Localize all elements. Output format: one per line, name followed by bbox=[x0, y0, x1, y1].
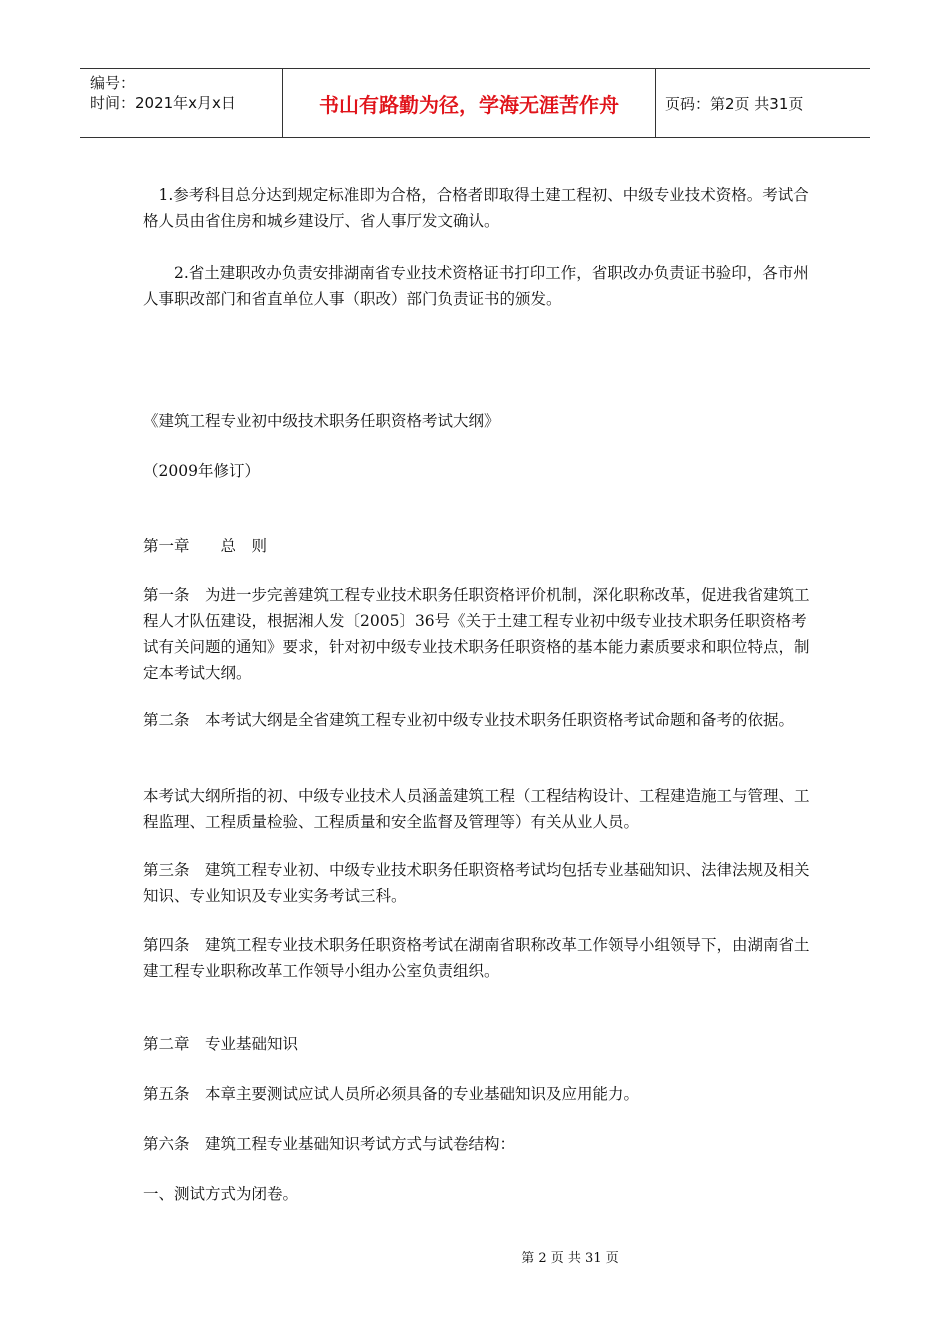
document-revision: （2009年修订） bbox=[143, 462, 260, 480]
article-6: 第六条 建筑工程专业基础知识考试方式与试卷结构： bbox=[143, 1135, 516, 1153]
header-page-info: 页码：第2页 共31页 bbox=[665, 94, 804, 113]
page-footer: 第 2 页 共 31 页 bbox=[521, 1251, 619, 1266]
chapter-1-heading: 第一章 总 则 bbox=[143, 537, 268, 555]
document-title: 《建筑工程专业初中级技术职务任职资格考试大纲》 bbox=[143, 412, 500, 430]
paragraph-qualification-standard: 1.参考科目总分达到规定标准即为合格，合格者即取得土建工程初、中级专业技术资格。考试合格人员由省住房和城乡建设厅、省人事厅发文确认。 bbox=[143, 186, 809, 230]
header-motto: 书山有路勤为径，学海无涯苦作舟 bbox=[282, 69, 656, 137]
document-date-label: 时间：2021年x月x日 bbox=[90, 94, 236, 112]
article-2: 第二条 本考试大纲是全省建筑工程专业初中级专业技术职务任职资格考试命题和备考的依据。 bbox=[143, 711, 795, 729]
article-5: 第五条 本章主要测试应试人员所必须具备的专业基础知识及应用能力。 bbox=[143, 1085, 640, 1103]
article-4: 第四条 建筑工程专业技术职务任职资格考试在湖南省职称改革工作领导小组领导下，由湖南省土建工程专业职称改革工作领导小组办公室负责组织。 bbox=[143, 936, 810, 980]
article-1: 第一条 为进一步完善建筑工程专业技术职务任职资格评价机制，深化职称改革，促进我省建筑工程人才队伍建设，根据湘人发〔2005〕36号《关于土建工程专业初中级专业技术职务任职资格考试有关问题的通知》要求，针对初中级专业技术职务任职资格的基本能力素质要求和职位特点，制定本考试大纲。 bbox=[143, 586, 810, 682]
article-6-item-1: 一、测试方式为闭卷。 bbox=[143, 1185, 299, 1203]
article-3: 第三条 建筑工程专业初、中级专业技术职务任职资格考试均包括专业基础知识、法律法规及相关知识、专业知识及专业实务考试三科。 bbox=[143, 861, 810, 905]
chapter-2-heading: 第二章 专业基础知识 bbox=[143, 1035, 299, 1053]
paragraph-certificate-printing: 2.省土建职改办负责安排湖南省专业技术资格证书打印工作，省职改办负责证书验印，各市州人事职改部门和省直单位人事（职改）部门负责证书的颁发。 bbox=[143, 264, 809, 308]
page-header bbox=[80, 68, 870, 138]
document-number-label: 编号： bbox=[90, 74, 136, 92]
article-2-scope: 本考试大纲所指的初、中级专业技术人员涵盖建筑工程（工程结构设计、工程建造施工与管理、工程监理、工程质量检验、工程质量和安全监督及管理等）有关从业人员。 bbox=[143, 787, 810, 831]
header-meta bbox=[80, 69, 280, 137]
